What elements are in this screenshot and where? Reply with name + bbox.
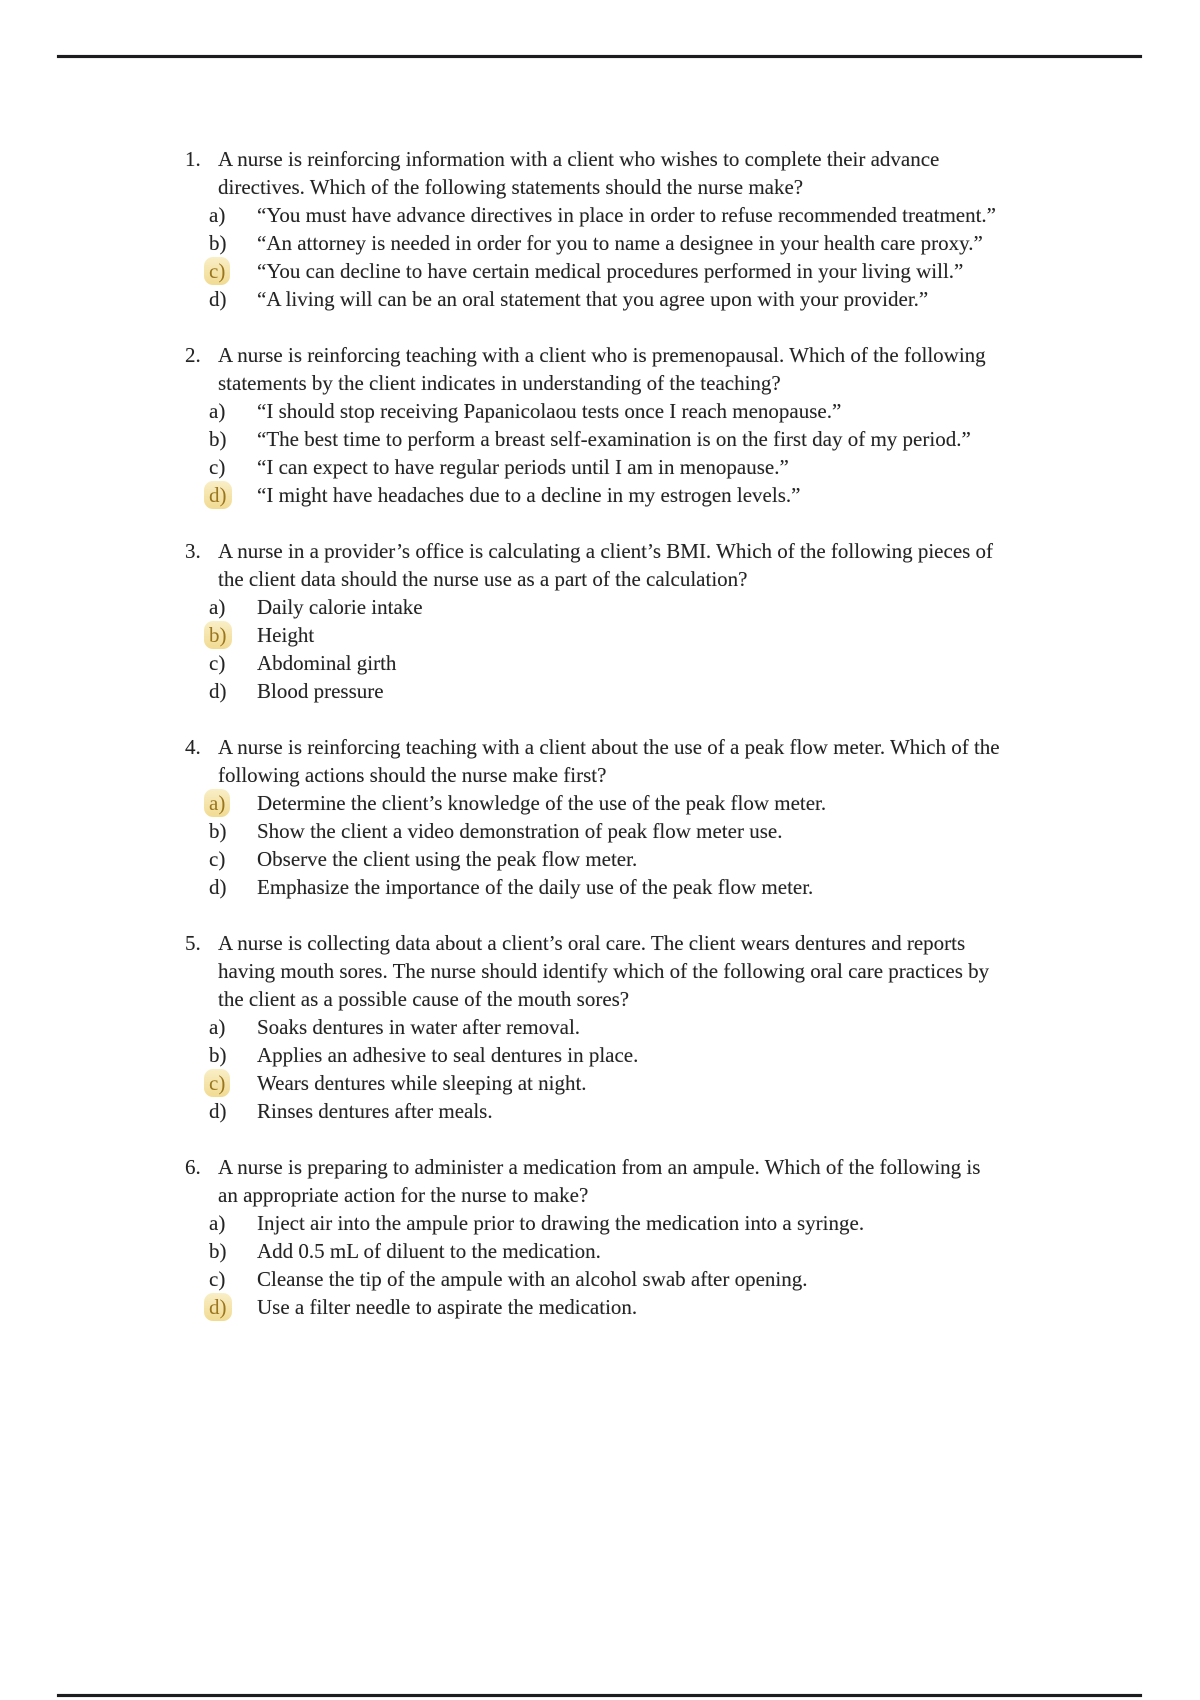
option-text: “I should stop receiving Papanicolaou tests once I reach menopause.” <box>257 399 842 423</box>
option-item <box>209 649 1000 677</box>
question-head <box>185 733 1000 789</box>
option-item <box>209 1013 1000 1041</box>
option-text: “The best time to perform a breast self-examination is on the first day of my period.” <box>257 427 971 451</box>
option-text: Daily calorie intake <box>257 595 423 619</box>
option-letter: b) <box>209 427 227 451</box>
question-head <box>185 929 1000 1013</box>
option-letter: b) <box>209 1239 227 1263</box>
answer-highlight: d) <box>204 481 232 509</box>
option-letter-column <box>209 257 257 285</box>
option-letter-column <box>209 425 257 453</box>
option-item <box>209 789 1000 817</box>
option-item <box>209 1069 1000 1097</box>
option-text: “A living will can be an oral statement that you agree upon with your provider.” <box>257 287 929 311</box>
question-item <box>185 341 1000 509</box>
option-letter: a) <box>209 1015 226 1039</box>
option-letter: a) <box>209 1211 226 1235</box>
option-item <box>209 1237 1000 1265</box>
question-number: 1. <box>185 147 201 171</box>
option-letter: b) <box>209 819 227 843</box>
option-text: Soaks dentures in water after removal. <box>257 1015 581 1039</box>
option-letter-column <box>209 201 257 229</box>
question-item <box>185 733 1000 901</box>
question-text: A nurse is preparing to administer a medication from an ampule. Which of the following is an appropriate action for the nurse to make? <box>218 1155 981 1207</box>
option-text: “An attorney is needed in order for you to name a designee in your health care proxy.” <box>257 231 983 255</box>
option-letter-column <box>209 649 257 677</box>
option-text: “I might have headaches due to a decline in my estrogen levels.” <box>257 483 801 507</box>
answer-highlight: c) <box>204 257 230 285</box>
option-item <box>209 229 1000 257</box>
option-letter: d) <box>209 1099 227 1123</box>
question-number: 4. <box>185 735 201 759</box>
answer-highlight: c) <box>204 1069 230 1097</box>
question-number: 6. <box>185 1155 201 1179</box>
option-letter-column <box>209 1041 257 1069</box>
option-item <box>209 1041 1000 1069</box>
question-text: A nurse is reinforcing information with a client who wishes to complete their advance directives. Which of the following statements should the nurse make? <box>218 147 940 199</box>
option-letter-column <box>209 453 257 481</box>
option-item <box>209 817 1000 845</box>
question-item <box>185 537 1000 705</box>
bottom-rule <box>57 1694 1142 1697</box>
option-letter: a) <box>209 399 226 423</box>
option-text: Cleanse the tip of the ampule with an alcohol swab after opening. <box>257 1267 808 1291</box>
option-text: Applies an adhesive to seal dentures in place. <box>257 1043 639 1067</box>
question-text: A nurse is reinforcing teaching with a client who is premenopausal. Which of the following statements by the client indicates in understanding of the teaching? <box>218 343 986 395</box>
option-text: Blood pressure <box>257 679 384 703</box>
option-list <box>209 1013 1000 1125</box>
option-letter: a) <box>209 595 226 619</box>
option-item <box>209 1097 1000 1125</box>
option-letter-column <box>209 677 257 705</box>
option-list <box>209 201 1000 313</box>
option-item <box>209 285 1000 313</box>
question-head <box>185 1153 1000 1209</box>
option-text: Rinses dentures after meals. <box>257 1099 493 1123</box>
option-letter-column <box>209 1013 257 1041</box>
option-letter: b) <box>209 231 227 255</box>
option-letter: d) <box>209 679 227 703</box>
option-item <box>209 453 1000 481</box>
option-letter-column <box>209 1265 257 1293</box>
option-item <box>209 593 1000 621</box>
option-letter-column <box>209 1209 257 1237</box>
option-text: Observe the client using the peak flow meter. <box>257 847 638 871</box>
option-text: Height <box>257 623 315 647</box>
option-letter-column <box>209 229 257 257</box>
option-item <box>209 621 1000 649</box>
option-letter-column <box>209 1293 257 1321</box>
option-letter: b) <box>209 1043 227 1067</box>
option-letter-column <box>209 873 257 901</box>
option-list <box>209 397 1000 509</box>
answer-highlight: b) <box>204 621 232 649</box>
question-number: 3. <box>185 539 201 563</box>
option-item <box>209 257 1000 285</box>
option-letter: c) <box>209 1267 226 1291</box>
question-item <box>185 145 1000 313</box>
option-letter-column <box>209 285 257 313</box>
option-item <box>209 1293 1000 1321</box>
answer-highlight: a) <box>204 789 230 817</box>
option-text: “You must have advance directives in place in order to refuse recommended treatment.” <box>257 203 996 227</box>
option-letter-column <box>209 593 257 621</box>
question-text: A nurse is reinforcing teaching with a client about the use of a peak flow meter. Which of the following actions should the nurse make first? <box>218 735 1000 787</box>
option-letter: d) <box>209 287 227 311</box>
question-number: 5. <box>185 931 201 955</box>
question-head <box>185 341 1000 397</box>
option-item <box>209 1265 1000 1293</box>
option-letter: c) <box>209 455 226 479</box>
option-item <box>209 873 1000 901</box>
top-rule <box>57 55 1142 58</box>
option-text: Determine the client’s knowledge of the use of the peak flow meter. <box>257 791 827 815</box>
question-head <box>185 537 1000 593</box>
option-letter: d) <box>209 875 227 899</box>
option-item <box>209 677 1000 705</box>
option-letter: c) <box>209 847 226 871</box>
option-letter: a) <box>209 203 226 227</box>
option-letter-column <box>209 1069 257 1097</box>
option-text: Emphasize the importance of the daily use of the peak flow meter. <box>257 875 814 899</box>
option-item <box>209 397 1000 425</box>
option-text: Inject air into the ampule prior to drawing the medication into a syringe. <box>257 1211 865 1235</box>
option-text: Add 0.5 mL of diluent to the medication. <box>257 1239 601 1263</box>
option-text: Show the client a video demonstration of peak flow meter use. <box>257 819 783 843</box>
question-item <box>185 1153 1000 1321</box>
option-letter-column <box>209 1097 257 1125</box>
question-text: A nurse in a provider’s office is calculating a client’s BMI. Which of the following pieces of the client data should the nurse use as a part of the calculation? <box>218 539 994 591</box>
option-item <box>209 425 1000 453</box>
option-letter-column <box>209 789 257 817</box>
option-letter-column <box>209 1237 257 1265</box>
option-item <box>209 1209 1000 1237</box>
option-letter-column <box>209 481 257 509</box>
option-list <box>209 1209 1000 1321</box>
option-list <box>209 789 1000 901</box>
option-text: Use a filter needle to aspirate the medication. <box>257 1295 638 1319</box>
question-list <box>185 145 1000 1349</box>
option-letter: c) <box>209 651 226 675</box>
answer-highlight: d) <box>204 1293 232 1321</box>
question-item <box>185 929 1000 1125</box>
option-item <box>209 481 1000 509</box>
option-list <box>209 593 1000 705</box>
option-text: “I can expect to have regular periods until I am in menopause.” <box>257 455 789 479</box>
option-letter-column <box>209 621 257 649</box>
option-text: “You can decline to have certain medical procedures performed in your living will.” <box>257 259 964 283</box>
option-item <box>209 845 1000 873</box>
option-text: Abdominal girth <box>257 651 397 675</box>
option-letter-column <box>209 845 257 873</box>
option-item <box>209 201 1000 229</box>
option-text: Wears dentures while sleeping at night. <box>257 1071 587 1095</box>
question-number: 2. <box>185 343 201 367</box>
question-text: A nurse is collecting data about a client’s oral care. The client wears dentures and reports having mouth sores. The nurse should identify which of the following oral care practices by the client as a possible cause of the mouth sores? <box>218 931 990 1011</box>
option-letter-column <box>209 817 257 845</box>
option-letter-column <box>209 397 257 425</box>
question-head <box>185 145 1000 201</box>
